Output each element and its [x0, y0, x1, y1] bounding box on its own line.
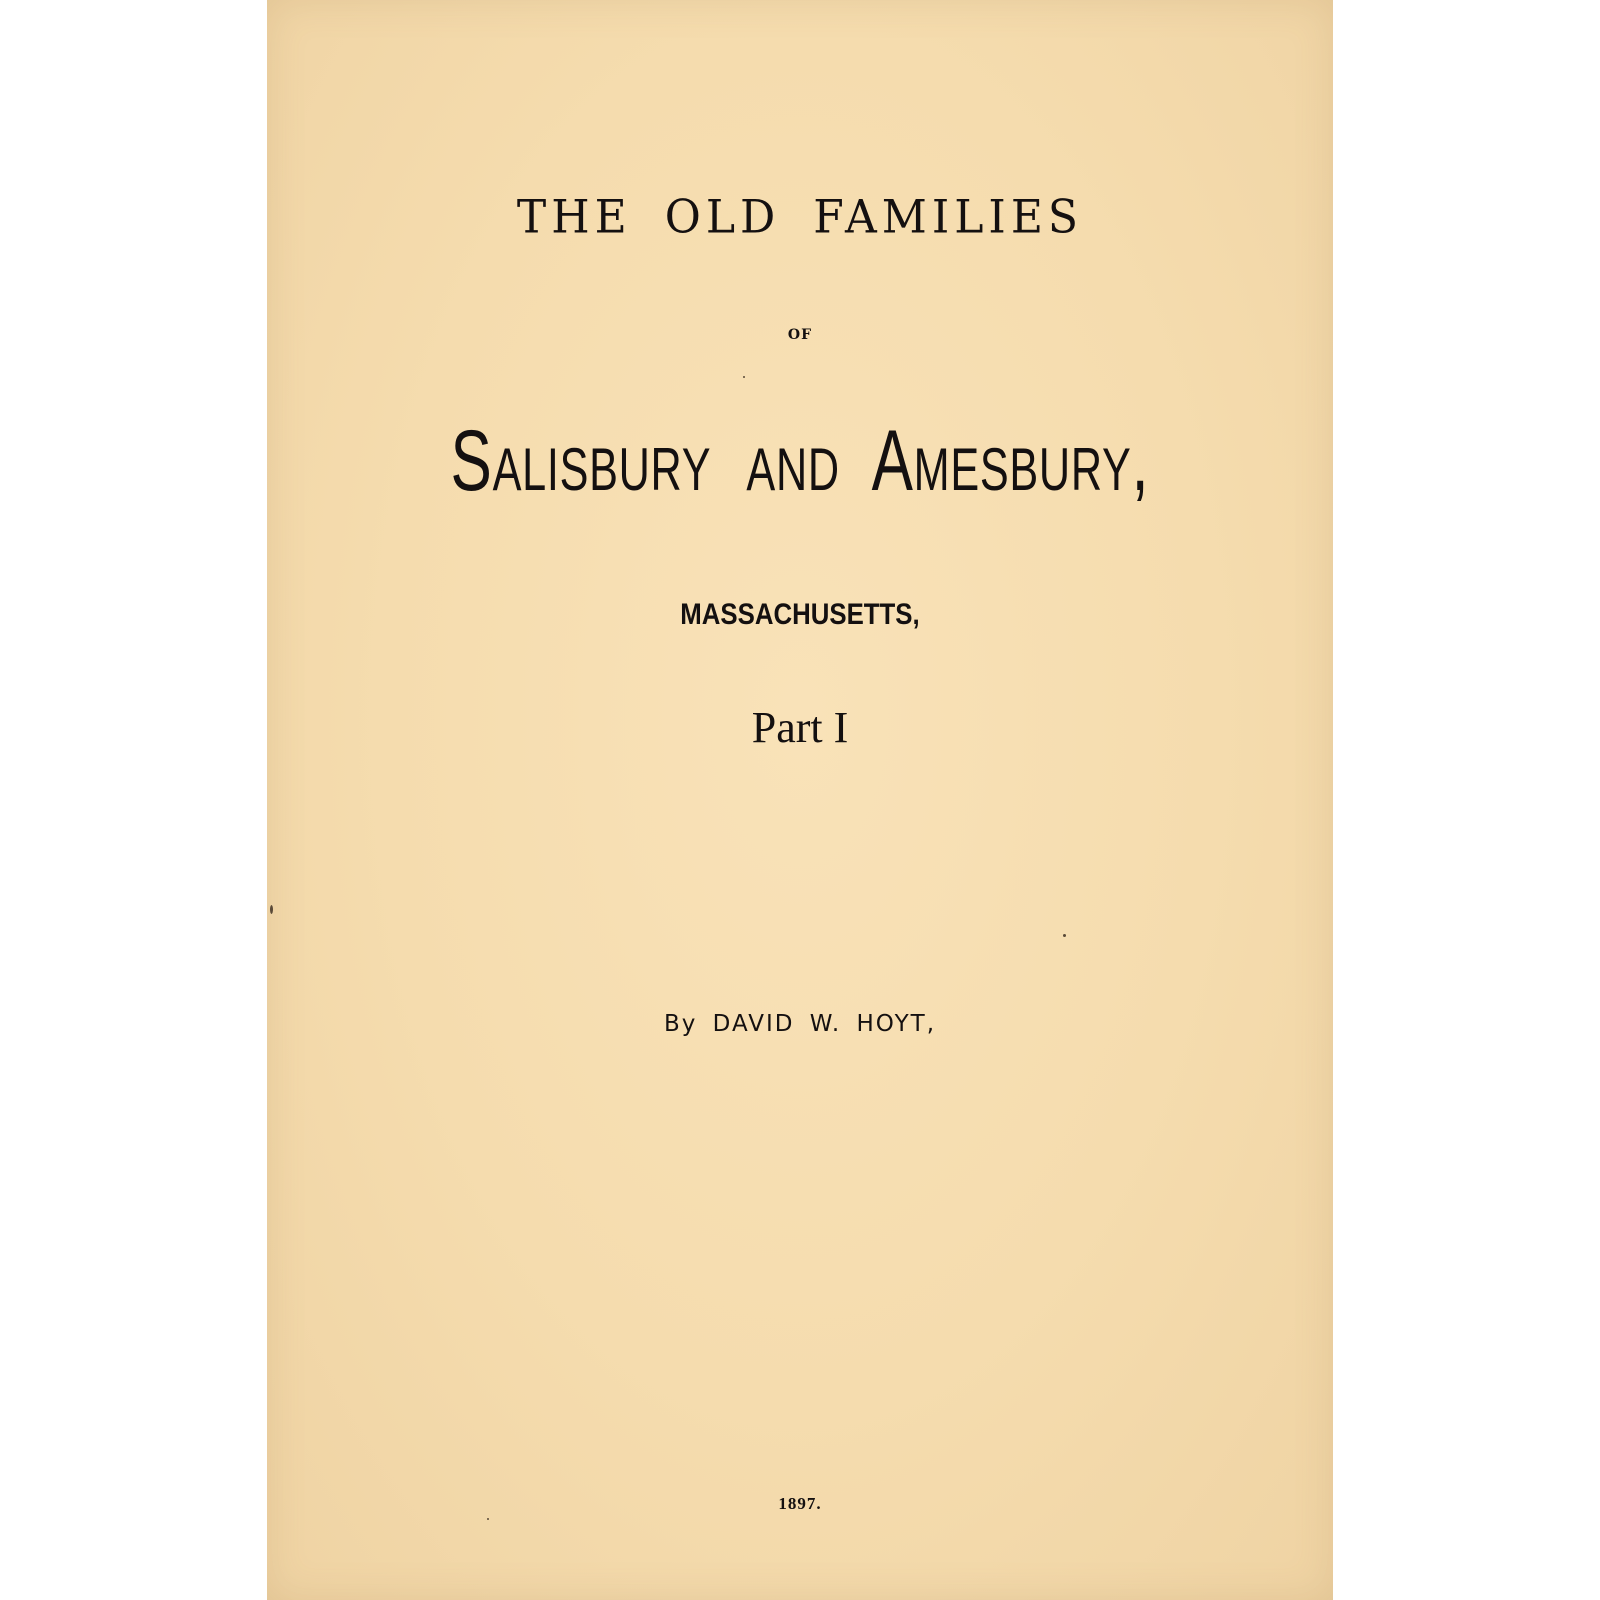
author-line: By DAVID W. HOYT, [663, 1011, 937, 1037]
state-name: MASSACHUSETTS, [680, 598, 920, 631]
paper-speck [1063, 934, 1066, 937]
title-line-1: THE OLD FAMILIES [516, 190, 1084, 245]
book-title-page [267, 0, 1333, 1600]
publication-year: 1897. [778, 1494, 822, 1513]
title-connector: OF [787, 327, 813, 343]
paper-speck [743, 376, 745, 378]
title-line-2: Salisbury and Amesbury, [450, 413, 1150, 509]
paper-speck [487, 1518, 489, 1520]
part-number: Part I [751, 703, 849, 752]
paper-speck [270, 905, 273, 914]
